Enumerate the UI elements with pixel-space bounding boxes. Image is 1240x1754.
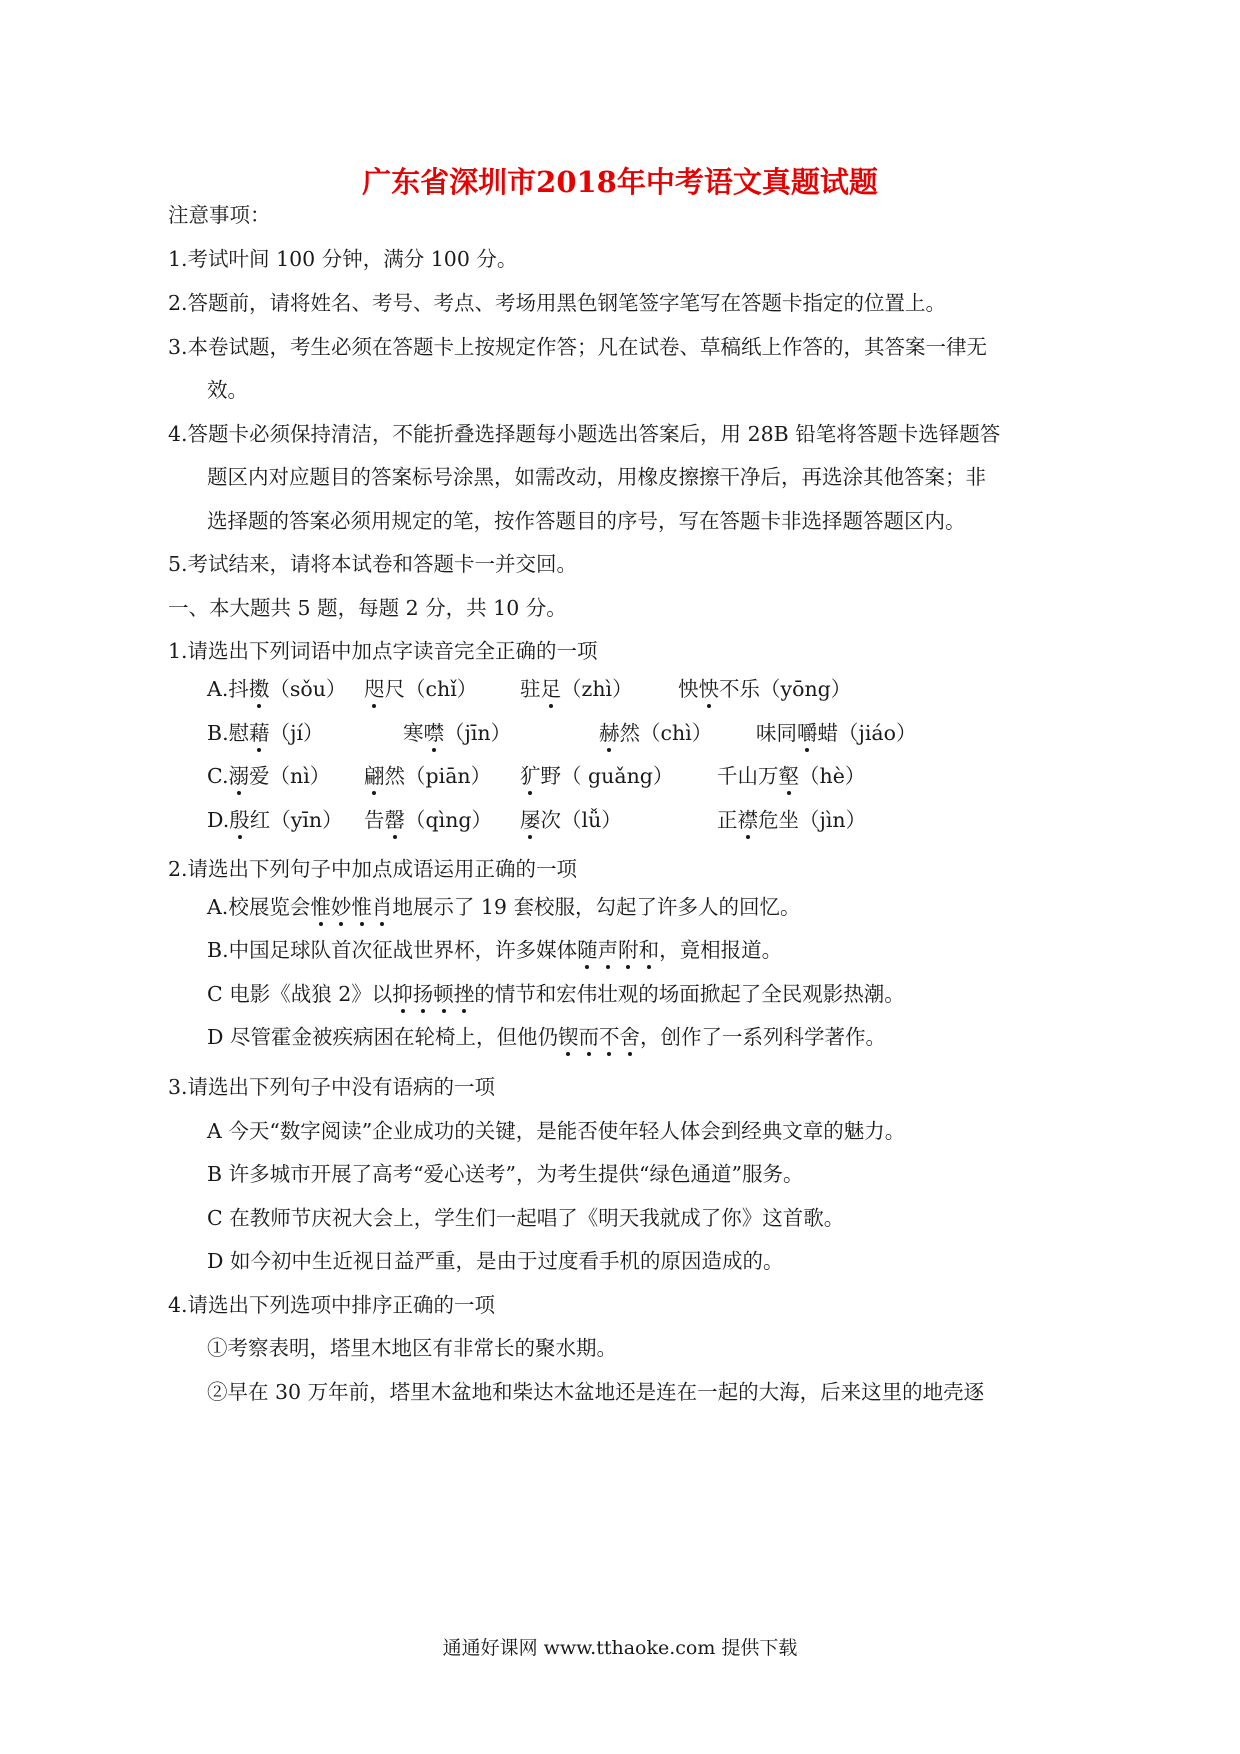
q3-option: D 如今初中生近视日益严重，是由于过度看手机的原因造成的。 xyxy=(207,1249,784,1273)
q2-text: ，创作了一系列科学著作。 xyxy=(639,1025,886,1049)
q2-text: ，竟相报道。 xyxy=(659,938,783,962)
note-item: 3.本卷试题，考生必须在答题卡上按规定作答；凡在试卷、草稿纸上作答的，其答案一律无 xyxy=(168,335,988,359)
q1-option: 寒噤（jīn） xyxy=(403,721,512,745)
q1-option: A.抖擞（sǒu） xyxy=(207,677,347,701)
q2-dotted-idiom: 抑扬顿挫 xyxy=(392,982,475,1006)
q2-text: 地展示了 19 套校服，勾起了许多人的回忆。 xyxy=(392,895,801,919)
q2-dotted-idiom: 惟妙惟肖 xyxy=(310,895,393,919)
q2-text: 的情节和宏伟壮观的场面掀起了全民观影热潮。 xyxy=(474,982,905,1006)
note-item: 选择题的答案必须用规定的笔，按作答题目的序号，写在答题卡非选择题答题区内。 xyxy=(207,509,966,533)
q1-option: 驻足（zhì） xyxy=(520,677,633,701)
q2-option-a xyxy=(207,894,800,920)
q1-option: B.慰藉（jí） xyxy=(207,721,324,745)
note-item: 5.考试结来，请将本试卷和答题卡一并交回。 xyxy=(168,552,578,576)
question-stem: 1.请选出下列词语中加点字读音完全正确的一项 xyxy=(168,639,598,663)
q1-option: 屡次（lǚ） xyxy=(520,808,622,832)
section-heading: 一、本大题共 5 题，每题 2 分，共 10 分。 xyxy=(168,596,567,620)
q2-text: D 尽管霍金被疾病困在轮椅上，但他仍 xyxy=(207,1025,558,1049)
q1-option: 味同嚼蜡（jiáo） xyxy=(756,721,917,745)
q1-option: 正襟危坐（jìn） xyxy=(717,808,867,832)
note-item: 4.答题卡必须保持清洁，不能折叠选择题每小题选出答案后，用 28B 铅笔将答题卡选铎题答 xyxy=(168,422,1001,446)
q1-option: D.殷红（yīn） xyxy=(207,808,343,832)
question-stem: 4.请选出下列选项中排序正确的一项 xyxy=(168,1293,496,1317)
q2-option-c xyxy=(207,981,905,1007)
q2-dotted-idiom: 锲而不舍 xyxy=(557,1025,640,1049)
note-item: 1.考试叶间 100 分钟，满分 100 分。 xyxy=(168,247,518,271)
q4-sentence: ①考察表明，塔里木地区有非常长的聚水期。 xyxy=(207,1336,617,1360)
notes-heading: 注意事项： xyxy=(168,203,271,227)
q3-option: B 许多城市开展了高考“爱心送考”，为考生提供“绿色通道”服务。 xyxy=(207,1162,804,1186)
q3-option: A 今天“数字阅读”企业成功的关键，是能否使年轻人体会到经典文章的魅力。 xyxy=(207,1119,906,1143)
q1-option: 怏怏不乐（yōng） xyxy=(678,677,852,701)
q1-option: 告罄（qìng） xyxy=(364,808,493,832)
q1-option: 翩然（piān） xyxy=(364,764,492,788)
note-item: 效。 xyxy=(207,378,248,402)
q2-text: C 电影《战狼 2》以 xyxy=(207,982,393,1006)
question-stem: 2.请选出下列句子中加点成语运用正确的一项 xyxy=(168,857,578,881)
page-footer: 通通好课网 www.tthaoke.com 提供下载 xyxy=(442,1637,798,1659)
q3-option: C 在教师节庆祝大会上，学生们一起唱了《明天我就成了你》这首歌。 xyxy=(207,1206,845,1230)
note-item: 2.答题前，请将姓名、考号、考点、考场用黑色钢笔签字笔写在答题卡指定的位置上。 xyxy=(168,291,947,315)
note-item: 题区内对应题目的答案标号涂黑，如需改动，用橡皮擦擦干净后，再选涂其他答案；非 xyxy=(207,465,986,489)
q1-option: 赫然（chì） xyxy=(599,721,713,745)
page-title: 广东省深圳市2018年中考语文真题试题 xyxy=(362,165,878,199)
q1-option: 千山万壑（hè） xyxy=(717,764,866,788)
q1-option: C.溺爱（nì） xyxy=(207,764,331,788)
q1-option: 咫尺（chǐ） xyxy=(364,677,478,701)
q2-dotted-idiom: 随声附和 xyxy=(577,938,660,962)
q2-option-b xyxy=(207,937,782,963)
q1-option: 犷野（ guǎng） xyxy=(520,764,674,788)
q2-text: A.校展览会 xyxy=(207,895,311,919)
question-stem: 3.请选出下列句子中没有语病的一项 xyxy=(168,1075,496,1099)
q4-sentence: ②早在 30 万年前，塔里木盆地和柴达木盆地还是连在一起的大海，后来这里的地壳逐 xyxy=(207,1380,985,1404)
q2-text: B.中国足球队首次征战世界杯，许多媒体 xyxy=(207,938,578,962)
q2-option-d xyxy=(207,1024,886,1050)
